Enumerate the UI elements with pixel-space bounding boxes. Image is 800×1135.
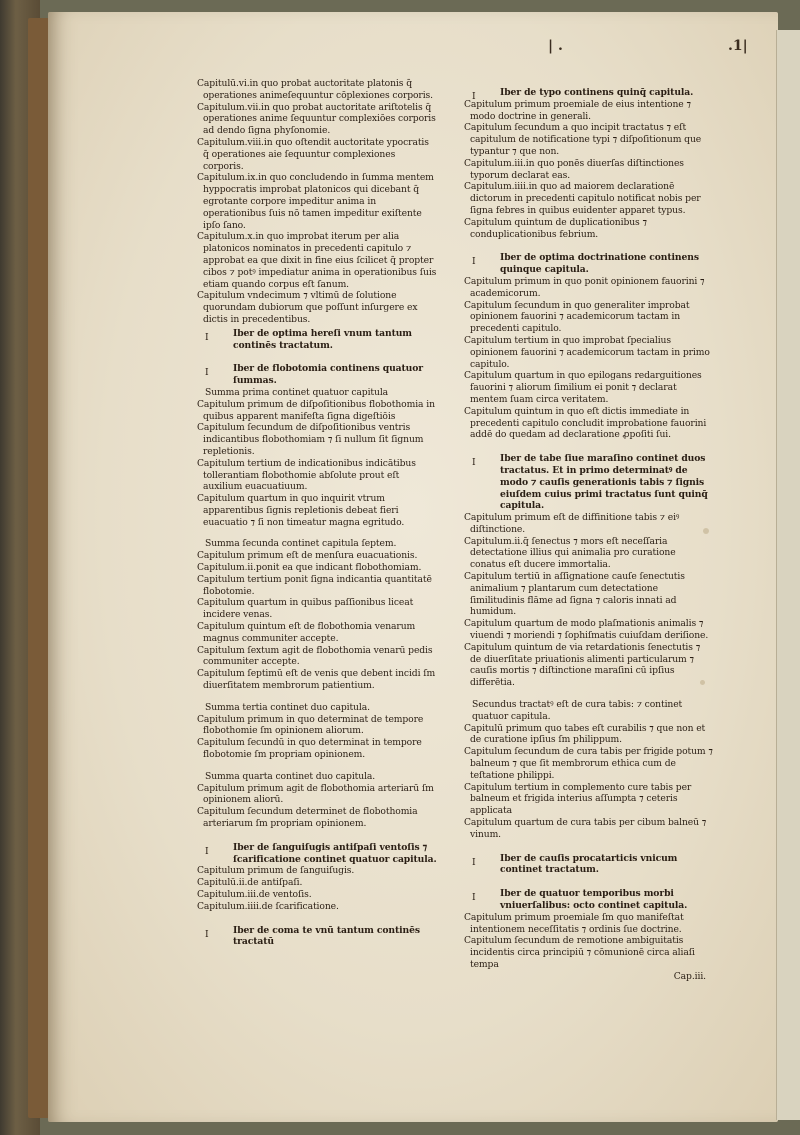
chapter-entry: Capitulum.x.in quo improbat iterum per alia platonicos nominatos in precedenti capitulo ⁊ approbat ea que dixit in fine eius ſcilicet q̄ propter cibos ⁊ potꝰ impediatur anima in operationibus ſuis etiam quando corpus eſt ſanum. (197, 231, 437, 290)
chapter-entry: Capitulum quartum de cura tabis per cibum balneū ⁊ vinum. (464, 817, 707, 840)
initial-guide-letter: I (205, 928, 209, 940)
chapter-entry: Capitulum primum proemiale de eius intentione ⁊ modo doctrine in generali. (464, 98, 691, 122)
book-heading (197, 363, 437, 387)
summa-heading: Summa ſecunda continet capitula ſeptem. (205, 538, 397, 550)
chapter-entry: Capitulum ſecundum de cura tabis per frigide potum ⁊ balneum ⁊ que ſit membrorum ethica cum de teſtatione philippi. (464, 746, 713, 781)
chapter-entry: Capitulum.ii.q̄ ſenectus ⁊ mors eſt neceſſaria detectatione illius qui animalia pro curatione conatus eſt ducere immortalia. (464, 535, 676, 571)
chapter-entry: Capitulum tertium in quo improbat ſpecialius opinionem fauorini ⁊ academicorum tactam in primo capitulo. (464, 334, 710, 370)
chapter-entry: Capitulum ſeptimū eſt de venis que debent incidi ſm diuerſitatem membrorum patientium. (197, 668, 436, 692)
initial-guide-letter: I (205, 367, 209, 379)
top-mark-right: .1| (728, 38, 748, 54)
chapter-entry: Capitulum tertium de indicationibus indicātibus tollerantiam flobothomie abſolute prout eſt auxilium euacuatiuum. (197, 457, 416, 493)
chapter-entry: Capitulum primum in quo ponit opinionem fauorini ⁊ academicorum. (464, 275, 705, 299)
right-text-column (464, 85, 714, 983)
summa-heading: Summa tertia continet duo capitula. (205, 701, 370, 713)
initial-guide-letter: I (205, 845, 209, 857)
book-heading-text: Iber de quatuor temporibus morbi vniuerſalibus: octo continet capitula. (500, 888, 688, 911)
catchword: Cap.iii. (673, 970, 706, 982)
chapter-entry: Capitulum ſecundū in quo determinat in tempore flobotomie ſm propriam opinionem. (197, 737, 422, 761)
chapter-entry: Capitulum tertiū in aſſignatione cauſe ſenectutis animalium ⁊ plantarum cum detectatione ſimilitudinis flāme ad ſigna ⁊ caloris innati ad humidum. (464, 571, 685, 618)
book-heading-text: Iber de typo continens quinq̄ capitula. (500, 87, 694, 98)
chapter-entry: Capitulum primum eſt de diffinitione tabis ⁊ eiꝰ diſtinctione. (464, 512, 680, 535)
chapter-entry: Capitulum.iii.de ventoſis. (197, 889, 312, 900)
chapter-entry: Capitulum primum de diſpoſitionibus flobothomia in quibus apparent manifeſta ſigna digeſtiōis (197, 398, 435, 422)
book-heading (464, 453, 714, 512)
initial-guide-letter: I (472, 856, 476, 868)
chapter-entry: Capitulum ſecundum in quo generaliter improbat opinionem fauorini ⁊ academicorum tactam in precedenti capitulo. (464, 299, 690, 335)
chapter-entry: Capitulū.vi.in quo probat auctoritate platonis q̄ operationes animeſequuntur cōplexiones corporis. (197, 78, 433, 101)
chapter-entry: Capitulum ſecundum de diſpoſitionibus ventris indicantibus flobothomiam ⁊ ſi nullum ſit ſignum repletionis. (197, 422, 424, 457)
section-gap (464, 441, 714, 451)
chapter-entry: Capitulum primum eſt de menſura euacuationis. (197, 550, 418, 562)
section-gap (197, 351, 437, 361)
chapter-entry: Capitulum ſecundum de remotione ambiguitatis incidentis circa principiū ⁊ cōmunionē circa aliaſi tempa (464, 935, 695, 970)
left-text-column (197, 78, 437, 948)
book-heading (464, 252, 714, 276)
chapter-entry: Capitulum.ix.in quo concludendo in ſumma mentem hyppocratis improbat platonicos qui dicebant q̄ egrotante corpore impeditur anima in operationibus ſuis nō tamen impeditur exiſtente ipſo ſano. (197, 172, 434, 231)
book-heading-text: Iber de optima doctrinatione continens quinque capitula. (500, 252, 699, 276)
chapter-entry: Capitulum.iiii.in quo ad maiorem declarationē dictorum in precedenti capitulo notificat nobis per ſigna febres in quibus euidenter apparet typus. (464, 181, 701, 216)
chapter-entry: Capitulum tertium ponit ſigna indicantia quantitatē flobotomie. (197, 573, 432, 597)
book-heading (464, 853, 714, 877)
book-heading (197, 842, 437, 866)
chapter-entry: Capitulum quartum in quo inquirit vtrum apparentibus ſignis repletionis debeat fieri euacuatio ⁊ ſi non timeatur magna egritudo. (197, 493, 405, 528)
chapter-entry: Capitulum.iiii.de ſcarificatione. (197, 900, 339, 912)
top-mark-center: | . (548, 38, 563, 54)
initial-guide-letter: I (472, 892, 476, 904)
chapter-entry: Capitulum.ii.ponit ea que indicant flobothomiam. (197, 562, 422, 574)
book-heading-text: Iber de cauſis procatarticis vnicum continet tractatum. (500, 852, 678, 876)
section-gap (197, 830, 437, 840)
book-heading-text: Iber de optima hereſi vnum tantum continēs tractatum. (233, 327, 412, 351)
chapter-entry: Capitulum primum de ſanguiſugis. (197, 865, 355, 877)
chapter-entry: Capitulum primum proemiale ſm quo manifeſtat intentionem neceſſitatis ⁊ ordinis ſue doctrine. (464, 911, 684, 935)
summa-heading: Secundus tractatꝰ eſt de cura tabis: ⁊ continet quatuor capitula. (472, 699, 683, 722)
chapter-entry: Capitulum quintum de via retardationis ſenectutis ⁊ de diuerſitate priuationis alimenti particularum ⁊ cauſis mortis ⁊ diſtinctione maraſini cū ipſius differētia. (464, 641, 701, 689)
chapter-entry: Capitulum quartum de modo plaſmationis animalis ⁊ viuendi ⁊ moriendi ⁊ ſophiſmatis cuiuſdam deriſione. (464, 618, 709, 642)
section-gap (197, 913, 437, 923)
initial-guide-letter: I (205, 331, 209, 343)
book-heading (464, 888, 714, 912)
section-gap (197, 528, 437, 538)
book-heading (464, 87, 714, 102)
book-heading-text: Iber de ſanguiſugis antiſpaſi ventoſis ⁊ ſcarificatione continet quatuor capitula. (233, 841, 437, 865)
initial-guide-letter: I (472, 457, 476, 469)
book-heading (197, 328, 437, 352)
book-heading-text: Iber de tabe ſiue maraſino continet duos tractatus. Et in primo determinatꝰ de modo ⁊ cauſis generationis tabis ⁊ ſignis eiuſdem cuius primi tractatus ſunt quinq̄ capitula. (500, 453, 708, 512)
chapter-entry: Capitulum.viii.in quo oſtendit auctoritate ypocratis q̄ operationes aie ſequuntur complexiones corporis. (197, 136, 429, 172)
chapter-entry: Capitulum ſecundum determinet de flobothomia arteriarum ſm propriam opinionem. (197, 806, 418, 830)
summa-heading: Summa prima continet quatuor capitula (205, 386, 389, 398)
chapter-entry: Capitulum quintum in quo eſt dictis immediate in precedenti capitulo concludit improbatione fauorini addē do quedam ad declaratione ꝓpoſiti ſui. (464, 405, 707, 441)
chapter-entry: Capitulum.iii.in quo ponēs diuerſas diſtinctiones typorum declarat eas. (464, 157, 684, 181)
adjacent-page-edge (776, 30, 800, 1120)
section-gap (464, 689, 714, 699)
chapter-entry: Capitulum primum in quo determinat de tempore flobothomie ſm opinionem aliorum. (197, 713, 424, 737)
chapter-entry: Capitulum tertium in complemento cure tabis per balneum et frigida interius aſſumpta ⁊ ceteris applicata (464, 781, 692, 817)
initial-guide-letter: I (472, 91, 476, 102)
section-gap (464, 841, 714, 851)
chapter-entry: Capitulum quintum eſt de flobothomia venarum magnus communiter accepte. (197, 621, 416, 644)
chapter-entry: Capitulum primum agit de flobothomia arteriarū ſm opinionem aliorū. (197, 782, 434, 806)
chapter-entry: Capitulum.vii.in quo probat auctoritate ariſtotelis q̄ operationes anime ſequuntur complexiōes corporis ad dendo ſigna phyſonomie. (197, 101, 436, 137)
chapter-entry: Capitulum quartum in quibus paſſionibus liceat incidere venas. (197, 597, 414, 621)
book-heading-text: Iber de coma te vnū tantum continēs tractatū (233, 924, 420, 948)
section-gap (197, 761, 437, 771)
chapter-entry: Capitulum quartum in quo epilogans redarguitiones fauorini ⁊ aliorum ſimilium ei ponit ⁊ declarat mentem ſuam circa veritatem. (464, 370, 702, 405)
section-gap (464, 240, 714, 250)
chapter-entry: Capitulum quintum de duplicationibus ⁊ conduplicationibus febrium. (464, 216, 647, 240)
section-gap (197, 692, 437, 702)
chapter-entry: Capitulum ſecundum a quo incipit tractatus ⁊ eſt capitulum de notificatione typi ⁊ diſpoſitionum que typantur ⁊ que non. (464, 122, 702, 157)
summa-heading: Summa quarta continet duo capitula. (205, 770, 376, 782)
initial-guide-letter: I (472, 256, 476, 268)
chapter-entry: Capitulum vndecimum ⁊ vltimū de ſolutione quorundam dubiorum que poſſunt inſurgere ex dictis in precedentibus. (197, 290, 418, 325)
book-heading-text: Iber de flobotomia continens quatuor ſummas. (233, 363, 423, 387)
book-heading (197, 925, 437, 949)
section-gap (464, 876, 714, 886)
chapter-entry: Capitulū primum quo tabes eſt curabilis ⁊ que non et de curatione ipſius ſm philippum. (464, 722, 706, 746)
chapter-entry: Capitulum ſextum agit de flobothomia venarū pedis communiter accepte. (197, 644, 433, 668)
chapter-entry: Capitulū.ii.de antiſpaſi. (197, 877, 303, 889)
